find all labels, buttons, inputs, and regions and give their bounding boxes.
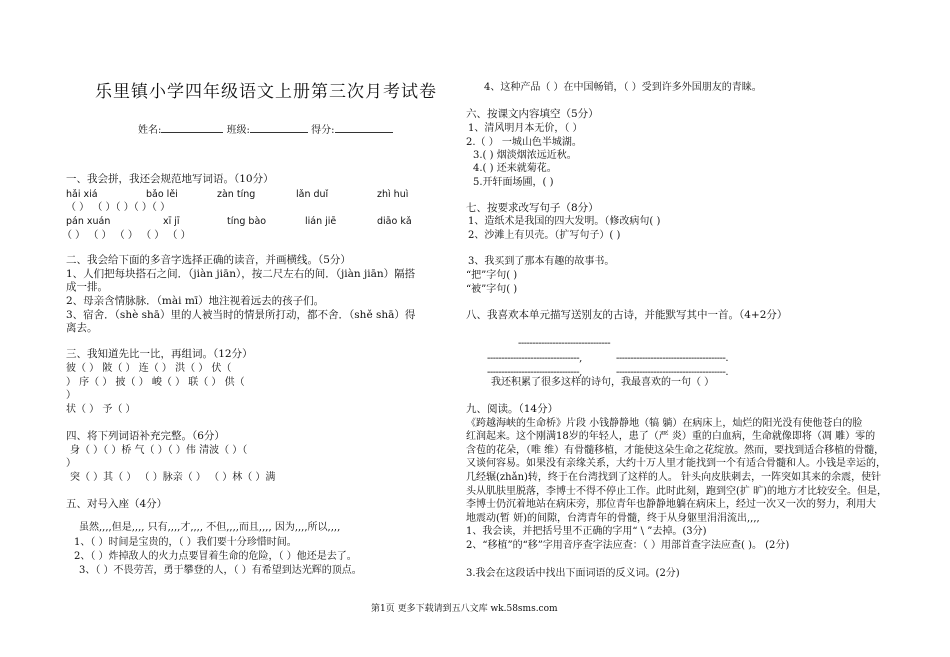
reading-para-7: 李博士仍沉着地站在病床旁，那位青年也静静地躺在病床上，经过一次又一次的努力，利用大 (466, 499, 876, 510)
section-5-heading: 五、对号入座（4分） (66, 498, 168, 510)
polyphone-q2: 2、母亲含情脉脉．（mài mī）地注视着远去的孩子们。 (66, 295, 325, 307)
name-blank[interactable] (161, 122, 223, 133)
reading-para-6: 头从肌肤里脱落，李博士不得不停止工作。此时此刻，跑到空(扩 旷)的地方才比较安全。但是， (466, 486, 887, 497)
section-6-heading: 六、按课文内容填空（5分） (466, 108, 599, 120)
pinyin-6: pán xuán (66, 216, 111, 227)
rewrite-q1: 1、造纸术是我国的四大发明。（修改病句( ) (468, 216, 661, 227)
answer-brackets-row-2[interactable]: （ ） （ ） （ ） （ ） （ ） (62, 230, 191, 241)
pinyin-4: lǎn duǐ (296, 189, 329, 200)
idiom-row-2: ） (66, 458, 76, 469)
answer-brackets-row-1[interactable]: （ ） （ ）（ ）（ ）（ ） (66, 202, 171, 213)
polyphone-q1: 1、人们把每块搭石之间．（jiàn jiān），按二尺左右的间．（jiàn jiān）隔搭 (66, 268, 416, 280)
compare-row-3: ） (66, 390, 76, 401)
rewrite-q2: 2、沙滩上有贝壳。（扩写句子）( ) (468, 230, 621, 241)
poem-fill-5: 5.开轩面场圃，( ) (473, 177, 554, 188)
poem-line-2[interactable]: --------------------------------------. (616, 353, 729, 364)
section-7-heading: 七、按要求改写句子（8分） (466, 202, 599, 214)
ba-sentence: “把”字句( ) (466, 270, 518, 281)
idiom-row-3: 突（ ）其（ ） （ ）脉亲（ ） （ ）林（ ）满 (70, 472, 276, 483)
poem-line-3[interactable]: --------------------------------, (487, 367, 582, 378)
pinyin-9: lián jiē (305, 216, 337, 227)
name-label: 姓名: (138, 125, 162, 136)
conjunction-q4: 4、这种产品（ ）在中国畅销，（ ）受到许多外国朋友的青睐。 (484, 82, 762, 93)
rewrite-q3: 3、我买到了那本有趣的故事书。 (468, 256, 615, 267)
poem-line-4[interactable]: --------------------------------------. (616, 367, 729, 378)
poem-fill-2: 2.（ ） 一城山色半城湖。 (466, 137, 582, 148)
bei-sentence: “被”字句( ) (466, 284, 518, 295)
poem-line-1[interactable]: --------------------------------, (487, 353, 582, 364)
section-3-heading: 三、我知道先比一比，再组词。（12分） (66, 348, 253, 360)
score-label: 得分: (311, 125, 335, 136)
reading-para-1: 《跨越海峡的生命桥》片段 小钱静静地（犒 躺）在病床上，灿烂的阳光没有使他苍白的脸 (466, 418, 863, 429)
conjunction-options: 虽然,,,,但是,,,, 只有,,,,才,,,, 不但,,,,而且,,,, 因为,,,,所以,,,, (79, 522, 341, 533)
poem-title-line[interactable]: -------------------------------- (518, 338, 611, 349)
section-8-heading: 八、我喜欢本单元描写送别友的古诗，并能默写其中一首。（4+2分） (466, 309, 788, 321)
page-footer: 第1页 更多下载请到五八文库 wk.58sms.com (371, 604, 558, 614)
idiom-row-1: 身（ ）（ ）桥 气（ ）（ ）伟 清波（ ）（ (70, 445, 248, 456)
poem-fill-3: 3.( ) 烟淡烟浓远近秋。 (473, 150, 577, 161)
compare-row-1: 彼（ ） 陂（ ） 连（ ） 洪（ ） 伏（ (66, 363, 232, 374)
section-2-heading: 二、我会给下面的多音字选择正确的读音，并画横线。（5分） (66, 254, 351, 266)
pinyin-5: zhì huì (377, 189, 409, 200)
class-blank[interactable] (250, 122, 308, 133)
score-blank[interactable] (335, 122, 393, 133)
polyphone-q3-cont: 离去。 (66, 322, 98, 334)
page-title: 乐里镇小学四年级语文上册第三次月考试卷 (95, 82, 437, 102)
pinyin-10: diāo kǎ (377, 216, 412, 227)
section-9-heading: 九、阅读。（14分） (466, 403, 559, 415)
reading-para-3: 含苞的花朵，（唯 维）有骨髓移植，才能使这朵生命之花绽放。然而，要找到适合移植的骨髓， (466, 445, 885, 456)
reading-para-2: 红润起来。这个刚满18岁的年轻人，患了（严 炎）重的白血病，生命就像即将（凋 雕）零的 (466, 431, 876, 442)
compare-row-2: ） 序（ ） 披（ ） 峻（ ） 联（ ） 供（ (66, 377, 245, 388)
reading-para-5: 几经辗(zhǎn)转，终于在台湾找到了这样的人。 针头向皮肤刺去，一阵突如其来的余震，使针 (466, 472, 882, 483)
reading-q2: 2、“移植”的“移”字用音序查字法应查：（ ）用部首查字法应查( )。 (2分) (466, 540, 790, 551)
pinyin-3: zàn tíng (217, 189, 256, 200)
pinyin-7: xī jī (163, 216, 180, 227)
pinyin-8: tíng bào (227, 216, 267, 227)
polyphone-q1-cont: 成一排。 (66, 281, 108, 293)
class-label: 班级: (226, 125, 250, 136)
reading-q1: 1、我会读，并把括号里不正确的字用“ \ ”去掉。(3分) (466, 526, 707, 537)
favorite-line: 我还积累了很多这样的诗句，我最喜欢的一句（ ） (491, 377, 715, 388)
poem-fill-4: 4.( ) 还来就菊花。 (473, 163, 557, 174)
conjunction-q1: 1、（ ）时间是宝贵的，（ ）我们要十分珍惜时间。 (74, 537, 297, 548)
conjunction-q3: 3、（ ）不畏劳苦，勇于攀登的人，（ ）有希望到达光辉的顶点。 (79, 565, 362, 576)
compare-row-4: 状（ ） 予（ ） (66, 404, 136, 415)
student-info-row (138, 122, 393, 137)
pinyin-1: hǎi xiá (66, 189, 98, 200)
section-4-heading: 四、将下列词语补充完整。（6分） (66, 430, 225, 442)
reading-para-8: 地震动(暂 妍)的间隙，台湾青年的骨髓，终于从身躯里涓涓流出,,,, (466, 513, 760, 524)
conjunction-q2: 2、（ ）炸掉敌人的火力点要冒着生命的危险，（ ）他还是去了。 (74, 551, 357, 562)
pinyin-2: bǎo lěi (146, 189, 178, 200)
polyphone-q3: 3、宿舍．（shè shā）里的人被当时的情景所打动，都不舍．（shě shā）得 (66, 309, 416, 321)
reading-q3: 3.我会在这段话中找出下面词语的反义词。(2分) (466, 568, 680, 579)
reading-para-4: 又谈何容易。如果没有亲缘关系，大约十万人里才能找到一个有适合骨髓和人。小钱是幸运的， (466, 458, 886, 469)
poem-fill-1: 1、清风明月本无价，（ ） (468, 123, 583, 134)
section-1-heading: 一、我会拼，我还会规范地写词语。（10分） (66, 173, 274, 185)
